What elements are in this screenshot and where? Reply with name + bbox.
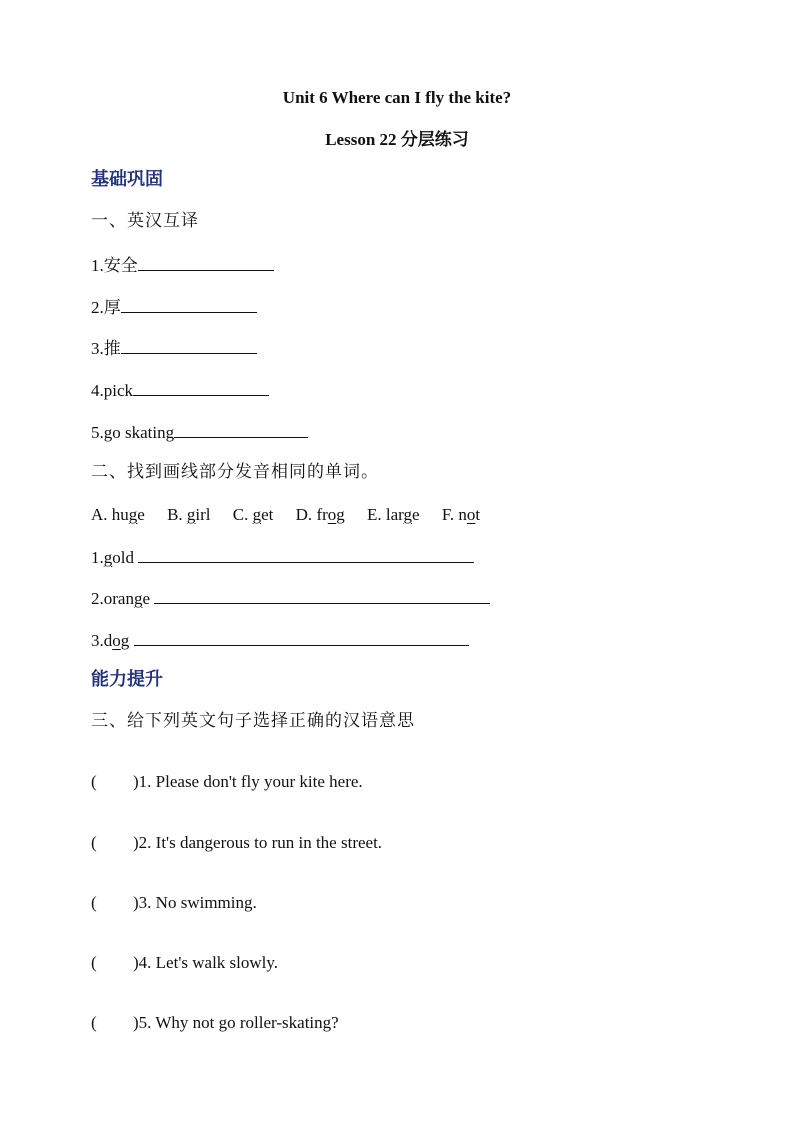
item-text: 安全 bbox=[103, 256, 138, 275]
item-number: 5. bbox=[91, 423, 104, 442]
pronunciation-options bbox=[91, 506, 498, 523]
translation-item-1 bbox=[91, 256, 274, 274]
answer-blank[interactable] bbox=[134, 631, 469, 646]
answer-paren[interactable]: ( bbox=[91, 833, 97, 852]
translation-item-4 bbox=[91, 381, 269, 399]
translation-item-5 bbox=[91, 423, 308, 441]
item-number: 3. bbox=[91, 631, 104, 650]
sentence-item-4 bbox=[91, 954, 278, 971]
item-number: )5. bbox=[133, 1013, 152, 1032]
answer-paren[interactable]: ( bbox=[91, 893, 97, 912]
translation-item-2 bbox=[91, 298, 257, 316]
page-subtitle: Lesson 22 分层练习 bbox=[325, 130, 469, 149]
sentence-item-3 bbox=[91, 894, 257, 911]
option-c: C. get bbox=[232, 505, 274, 524]
item-number: )2. bbox=[133, 833, 152, 852]
item-number: 3. bbox=[91, 339, 104, 358]
option-a: A. huge bbox=[91, 505, 145, 524]
pronunciation-item-2: 2.orange bbox=[91, 589, 490, 607]
answer-blank[interactable] bbox=[154, 589, 490, 604]
answer-blank[interactable] bbox=[133, 381, 269, 396]
part1-heading: 一、英汉互译 bbox=[91, 211, 199, 231]
option-d: D. frog bbox=[295, 505, 345, 524]
page-title: Unit 6 Where can I fly the kite? bbox=[282, 88, 512, 107]
item-text: No swimming. bbox=[155, 893, 257, 912]
option-e: E. large bbox=[367, 505, 420, 524]
part3-heading: 三、给下列英文句子选择正确的汉语意思 bbox=[91, 711, 415, 731]
item-number: )1. bbox=[133, 772, 152, 791]
pronunciation-item-3: 3.dog bbox=[91, 631, 469, 649]
item-text: Let's walk slowly. bbox=[155, 953, 279, 972]
item-text: It's dangerous to run in the street. bbox=[155, 833, 383, 852]
answer-blank[interactable] bbox=[138, 256, 274, 271]
item-text: Please don't fly your kite here. bbox=[155, 772, 363, 791]
answer-paren[interactable]: ( bbox=[91, 772, 97, 791]
answer-paren[interactable]: ( bbox=[91, 953, 97, 972]
part2-heading: 二、找到画线部分发音相同的单词。 bbox=[91, 462, 379, 482]
sentence-item-1 bbox=[91, 773, 363, 790]
answer-blank[interactable] bbox=[138, 548, 474, 563]
item-number: )4. bbox=[133, 953, 152, 972]
item-number: 4. bbox=[91, 381, 104, 400]
section-label-advanced: 能力提升 bbox=[91, 669, 163, 690]
pronunciation-item-1: 1.gold bbox=[91, 548, 474, 566]
item-number: 1. bbox=[91, 548, 104, 567]
answer-paren[interactable]: ( bbox=[91, 1013, 97, 1032]
item-number: )3. bbox=[133, 893, 152, 912]
option-f: F. not bbox=[441, 505, 481, 524]
translation-item-3 bbox=[91, 339, 257, 357]
item-number: 2. bbox=[91, 298, 104, 317]
item-number: 2. bbox=[91, 589, 104, 608]
option-b: B. girl bbox=[167, 505, 211, 524]
item-text: 厚 bbox=[103, 298, 121, 317]
answer-blank[interactable] bbox=[121, 339, 257, 354]
item-text: Why not go roller-skating? bbox=[155, 1013, 339, 1032]
answer-blank[interactable] bbox=[121, 298, 257, 313]
sentence-item-2 bbox=[91, 834, 382, 851]
section-label-basic: 基础巩固 bbox=[91, 169, 163, 190]
sentence-item-5 bbox=[91, 1014, 339, 1031]
item-text: pick bbox=[103, 381, 134, 400]
item-number: 1. bbox=[91, 256, 104, 275]
answer-blank[interactable] bbox=[174, 423, 308, 438]
item-text: go skating bbox=[103, 423, 175, 442]
item-text: 推 bbox=[103, 339, 121, 358]
